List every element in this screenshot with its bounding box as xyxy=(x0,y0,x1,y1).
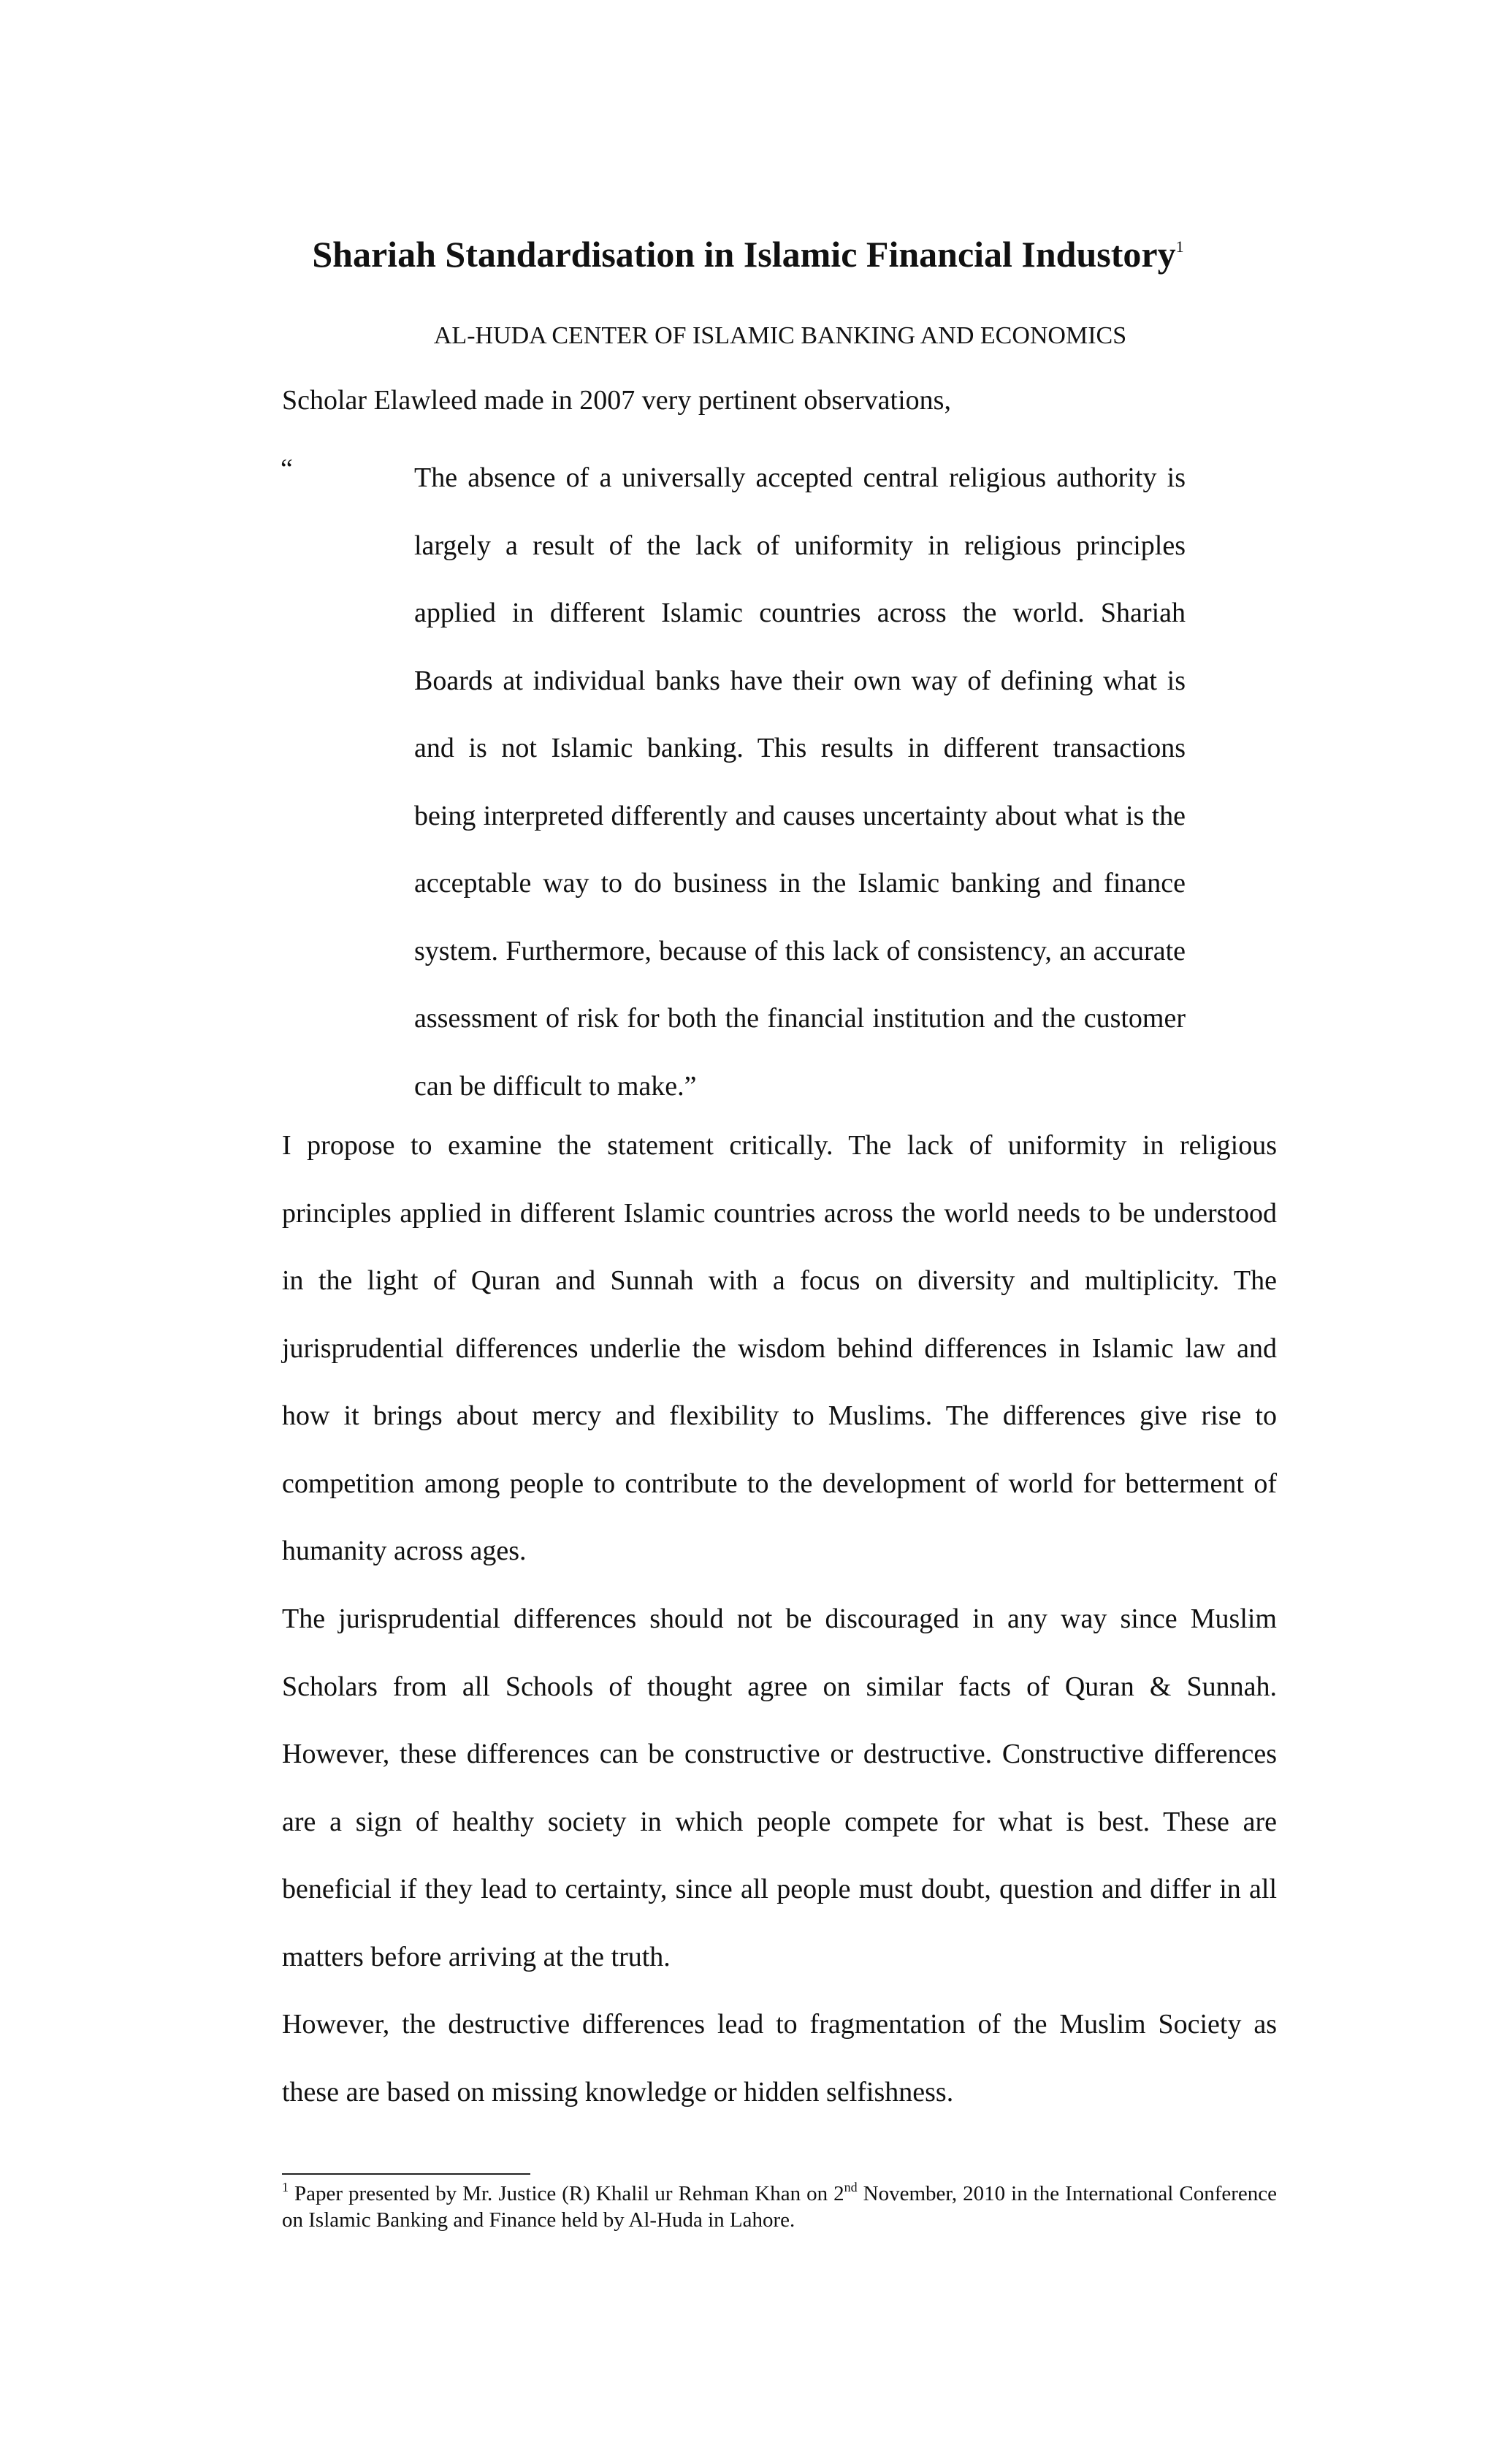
document-title-text: Shariah Standardisation in Islamic Financial Industory xyxy=(312,234,1176,275)
footnote-text-end: November, 2010 in the International Conference on Islamic Banking and Finance held by Al-Huda in Lahore. xyxy=(282,2182,1277,2232)
body-paragraph-1: I propose to examine the statement critically. The lack of uniformity in religious principles applied in different Islamic countries across the world needs to be understood in the light of Quran and Sunnah with a focus on diversity and multiplicity. The jurisprudential differences underlie the wisdom behind differences in Islamic law and how it brings about mercy and flexibility to Muslims. The differences give rise to competition among people to contribute to the development of world for betterment of humanity across ages. xyxy=(282,1130,1277,1566)
title-footnote-marker[interactable]: 1 xyxy=(1175,237,1184,256)
body-paragraph-2: The jurisprudential differences should not be discouraged in any way since Muslim Scholars from all Schools of thought agree on similar facts of Quran & Sunnah. However, these differences can be constructive or destructive. Constructive differences are a sign of healthy society in which people compete for what is best. These are beneficial if they lead to certainty, since all people must doubt, question and differ in all matters before arriving at the truth. xyxy=(282,1603,1277,1972)
opening-quote-mark: “ xyxy=(280,454,293,484)
document-title xyxy=(0,225,1496,283)
organization-subtitle: AL-HUDA CENTER OF ISLAMIC BANKING AND ECONOMICS xyxy=(433,322,1127,349)
body-paragraph-3: However, the destructive differences lead to fragmentation of the Muslim Society as these are based on missing knowledge or hidden selfishness. xyxy=(282,2009,1277,2108)
footnote xyxy=(282,2181,1277,2233)
footnote-separator xyxy=(282,2173,530,2175)
footnote-marker: 1 xyxy=(282,2180,289,2194)
footnote-text-start: Paper presented by Mr. Justice (R) Khalil ur Rehman Khan on 2 xyxy=(294,2182,844,2205)
intro-line: Scholar Elawleed made in 2007 very pertinent observations, xyxy=(282,385,951,416)
block-quote: The absence of a universally accepted central religious authority is largely a result of the lack of uniformity in religious principles applied in different Islamic countries across the world. Shariah Boards at individual banks have their own way of defining what is and is not Islamic banking. This results in different transactions being interpreted differently and causes uncertainty about what is the acceptable way to do business in the Islamic banking and finance system. Furthermore, because of this lack of consistency, an accurate assessment of risk for both the financial institution and the customer can be difficult to make.” xyxy=(414,462,1186,1102)
footnote-ordinal-suffix: nd xyxy=(844,2180,858,2194)
